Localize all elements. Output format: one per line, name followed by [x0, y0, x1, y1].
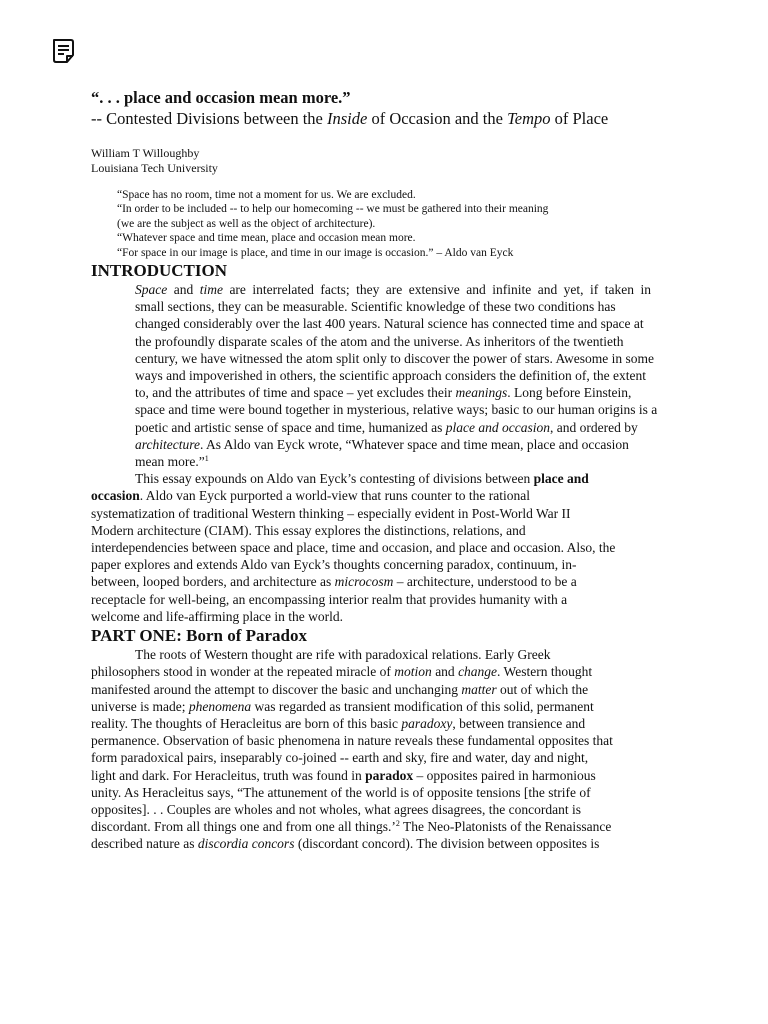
text-line: occasion. Aldo van Eyck purported a world-view that runs counter to the rational — [91, 488, 531, 504]
text-line: philosophers stood in wonder at the repeated miracle of motion and change. Western thought — [91, 664, 593, 680]
text-line: poetic and artistic sense of space and time, humanized as place and occasion, and ordered by — [135, 419, 638, 435]
intro-paragraph-1 — [91, 281, 658, 470]
text-line: Modern architecture (CIAM). This essay explores the distinctions, relations, and — [91, 522, 526, 538]
text-line: between, looped borders, and architecture as microcosm – architecture, understood to be a — [91, 574, 577, 590]
text-line: ways and impoverished in others, the scientific approach considers the definition of, the extent — [135, 368, 646, 384]
text-line: light and dark. For Heracleitus, truth was found in paradox – opposites paired in harmonious — [91, 767, 596, 783]
text-line: systematization of traditional Western thinking – especially evident in Post-World War II — [91, 505, 571, 521]
epigraph-line: “Whatever space and time mean, place and occasion mean more. — [117, 232, 416, 245]
text-line: permanence. Observation of basic phenomena in nature reveals these fundamental opposites that — [91, 733, 613, 749]
document-subtitle: -- Contested Divisions between the Inside of Occasion and the Tempo of Place — [91, 109, 609, 128]
text-line: manifested around the attempt to discover the basic and unchanging matter out of which the — [91, 681, 589, 697]
text-line: welcome and life-affirming place in the world. — [91, 608, 344, 624]
text-line: small sections, they can be measurable. Scientific knowledge of these two conditions has — [135, 299, 616, 315]
author-affiliation: Louisiana Tech University — [91, 161, 218, 175]
text-line: This essay expounds on Aldo van Eyck’s contesting of divisions between place and — [135, 471, 589, 487]
text-line: century, we have witnessed the atom split only to discover the power of stars. Awesome in some — [135, 350, 655, 366]
document-page — [91, 88, 658, 853]
text-line: architecture. As Aldo van Eyck wrote, “Whatever space and time mean, place and occasion — [135, 436, 629, 452]
text-line: discordant. From all things one and from one all things.’$^2$ The Neo-Platonists of the Renaissance — [91, 819, 612, 835]
epigraph-line: “In order to be included -- to help our homecoming -- we must be gathered into their meaning — [117, 203, 549, 216]
text-line: The roots of Western thought are rife with paradoxical relations. Early Greek — [135, 647, 551, 663]
text-line: interdependencies between space and place, time and occasion, and place and occasion. Also, the — [91, 540, 616, 556]
text-line: described nature as discordia concors (discordant concord). The division between opposites is — [91, 836, 600, 852]
text-line: changed considerably over the last 400 years. Natural science has connected time and space at — [135, 316, 644, 332]
text-line: space and time were bound together in mysterious, relative ways; basic to our human origins is a — [135, 402, 658, 418]
author-name: William T Willoughby — [91, 146, 200, 160]
text-line: form paradoxical pairs, inseparably co-joined -- earth and sky, fire and water, day and night, — [91, 750, 589, 766]
part-one-paragraph-1 — [91, 646, 651, 852]
section-heading-part-one: PART ONE: Born of Paradox — [91, 626, 307, 646]
text-line: mean more.”$^1$ — [135, 454, 209, 470]
text-line: receptacle for well-being, an encompassing interior realm that provides humanity with a — [91, 591, 568, 607]
text-line: reality. The thoughts of Heracleitus are born of this basic paradoxy, between transience and — [91, 715, 586, 731]
footnote-ref-1[interactable]: 1 — [204, 454, 209, 464]
document-icon[interactable] — [52, 38, 76, 64]
document-title: “. . . place and occasion mean more.” — [91, 88, 351, 107]
author-block — [91, 146, 651, 176]
section-heading-introduction: INTRODUCTION — [91, 261, 228, 281]
text-line: opposites]. . . Couples are wholes and not wholes, what agrees disagrees, the concordant is — [91, 801, 582, 817]
text-line: unity. As Heracleitus says, “The attunement of the world is of opposite tensions [the strife of — [91, 784, 591, 800]
intro-paragraph-2 — [91, 470, 651, 625]
text-line: Space and time are interrelated facts; they are extensive and infinite and yet, if taken in — [135, 282, 651, 298]
text-line: the profoundly disparate scales of the atom and the universe. As inheritors of the twentieth — [135, 333, 624, 349]
epigraph-line: “Space has no room, time not a moment for us. We are excluded. — [117, 189, 416, 201]
text-line: paper explores and extends Aldo van Eyck’s thoughts concerning paradox, continuum, in- — [91, 557, 577, 573]
epigraph-line: “For space in our image is place, and time in our image is occasion.” – Aldo van Eyck — [117, 246, 514, 259]
footnote-ref-2[interactable]: 2 — [395, 819, 400, 829]
text-line: universe is made; phenomena was regarded as transient modification of this solid, permanent — [91, 698, 594, 714]
epigraph-line: (we are the subject as well as the object of architecture). — [117, 217, 376, 230]
text-line: to, and the attributes of time and space – yet excludes their meanings. Long before Einstein, — [135, 385, 632, 401]
epigraph — [117, 188, 651, 260]
